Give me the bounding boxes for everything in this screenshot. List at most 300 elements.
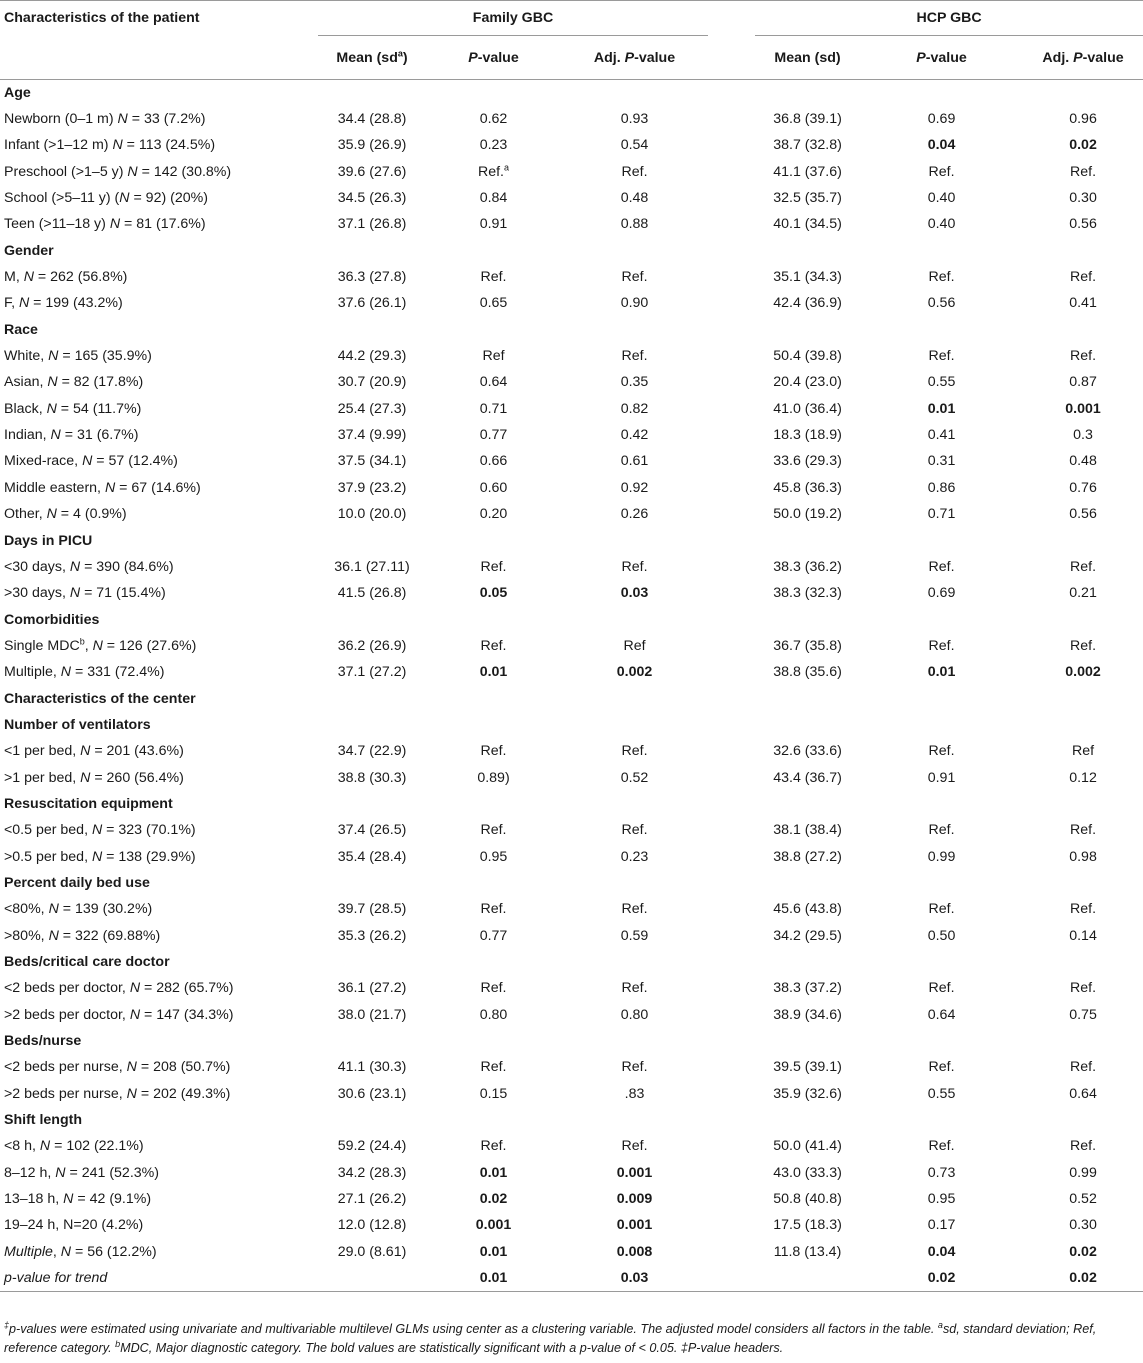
- cell-spacer: [708, 159, 755, 185]
- cell-hcp-adj-p-value: Ref: [1072, 743, 1095, 760]
- header-characteristics-patient: Characteristics of the patient: [0, 1, 318, 36]
- table-row: [0, 475, 1143, 501]
- section-label: Days in PICU: [4, 532, 93, 549]
- cell-hcp-adj-p-value: 0.12: [1069, 769, 1097, 786]
- cell-spacer: [708, 448, 755, 474]
- cell-spacer: [708, 501, 755, 527]
- row-label: Single MDC$^b$, N = 126 (27.6%): [4, 636, 197, 654]
- row-label: Asian, N = 82 (17.8%): [4, 374, 144, 391]
- cell-hcp-p-value: Ref.: [928, 822, 955, 839]
- cell-family-adj-p-value: 0.35: [620, 374, 649, 391]
- row-label: <1 per bed, N = 201 (43.6%): [4, 743, 184, 760]
- cell-family-mean-sd: 37.4 (26.5): [337, 822, 407, 839]
- footnote-sup-b: b: [115, 1338, 121, 1349]
- cell-spacer: [708, 1081, 755, 1107]
- cell-family-adj-p-value: 0.92: [620, 479, 649, 496]
- table-row: [0, 975, 1143, 1001]
- cell-family-mean-sd: 35.3 (26.2): [337, 927, 407, 944]
- cell-family-adj-p-value: Ref.: [621, 348, 648, 365]
- cell-hcp-p-value: 0.73: [927, 1164, 956, 1181]
- section-label: Race: [4, 321, 38, 338]
- header-spacer: [708, 1, 755, 36]
- cell-hcp-p-value: 0.02: [860, 1265, 1023, 1291]
- row-label: >1 per bed, N = 260 (56.4%): [4, 769, 184, 786]
- cell-family-p-value: 0.89): [477, 769, 510, 786]
- table-body: [0, 80, 1143, 1292]
- cell-spacer: [708, 132, 755, 158]
- cell-hcp-adj-p-value: 0.30: [1069, 1217, 1097, 1234]
- cell-family-adj-p-value: Ref.: [621, 1059, 648, 1076]
- table-row: [0, 633, 1143, 659]
- row-label: >2 beds per doctor, N = 147 (34.3%): [4, 1006, 234, 1023]
- cell-family-adj-p-value: 0.009: [616, 1191, 653, 1208]
- cell-hcp-mean-sd: 50.0 (41.4): [773, 1138, 842, 1155]
- table-row: [0, 1239, 1143, 1265]
- cell-hcp-p-value: 0.95: [927, 1191, 956, 1208]
- table-row: [0, 106, 1143, 132]
- section-label: Comorbidities: [4, 611, 100, 628]
- cell-hcp-mean-sd: 41.0 (36.4): [773, 400, 842, 417]
- cell-hcp-p-value: 0.55: [927, 1085, 956, 1102]
- section-row: [0, 80, 1143, 106]
- cell-hcp-mean-sd: 33.6 (29.3): [773, 453, 842, 470]
- cell-hcp-adj-p-value: 0.99: [1069, 1164, 1097, 1181]
- cell-family-p-value: Ref.: [480, 901, 507, 918]
- row-label: <2 beds per nurse, N = 208 (50.7%): [4, 1059, 231, 1076]
- cell-hcp-adj-p-value: 0.98: [1069, 848, 1097, 865]
- cell-family-adj-p-value: Ref.: [621, 163, 648, 180]
- cell-family-p-value: 0.62: [479, 111, 508, 128]
- cell-family-mean-sd: 35.4 (28.4): [337, 848, 407, 865]
- table-row: [0, 132, 1143, 158]
- cell-family-adj-p-value: .83: [624, 1085, 645, 1102]
- table-row: [0, 1054, 1143, 1080]
- section-label: Number of ventilators: [4, 716, 151, 733]
- table-row: [0, 396, 1143, 422]
- cell-family-p-value: 0.95: [479, 848, 508, 865]
- cell-hcp-mean-sd: 42.4 (36.9): [773, 295, 842, 312]
- table-row: [0, 1212, 1143, 1238]
- section-row: [0, 317, 1143, 343]
- row-label: Infant (>1–12 m) N = 113 (24.5%): [4, 137, 216, 154]
- cell-family-mean-sd: 30.6 (23.1): [337, 1085, 407, 1102]
- cell-family-adj-p-value: 0.03: [561, 1265, 708, 1291]
- cell-family-p-value: Ref.: [480, 822, 507, 839]
- row-label: 13–18 h, N = 42 (9.1%): [4, 1191, 152, 1208]
- cell-hcp-mean-sd: 38.8 (35.6): [773, 664, 842, 681]
- row-label: School (>5–11 y) (N = 92) (20%): [4, 190, 208, 207]
- footnote-dagger: ‡: [4, 1319, 10, 1330]
- cell-family-mean-sd: 25.4 (27.3): [337, 400, 407, 417]
- section-row: [0, 1107, 1143, 1133]
- cell-family-p-value: Ref.: [480, 743, 507, 760]
- cell-hcp-mean-sd: 35.9 (32.6): [773, 1085, 842, 1102]
- section-label: Resuscitation equipment: [4, 795, 173, 812]
- header-family-p-value: P-value: [426, 36, 561, 80]
- table-row: [0, 159, 1143, 185]
- cell-hcp-adj-p-value: 0.21: [1069, 585, 1097, 602]
- section-row: [0, 527, 1143, 553]
- cell-family-mean-sd: 44.2 (29.3): [337, 348, 407, 365]
- cell-hcp-adj-p-value: 0.52: [1069, 1191, 1097, 1208]
- cell-family-p-value: 0.84: [479, 190, 508, 207]
- cell-hcp-p-value: Ref.: [928, 743, 955, 760]
- cell-spacer: [708, 896, 755, 922]
- cell-family-mean-sd: 34.5 (26.3): [337, 190, 407, 207]
- header-spacer: [708, 36, 755, 80]
- header-hcp-mean-sd: Mean (sd): [755, 36, 860, 80]
- cell-family-p-value: 0.001: [475, 1217, 512, 1234]
- cell-family-p-value: Ref.: [480, 269, 507, 286]
- cell-family-mean-sd: [318, 1265, 426, 1291]
- cell-family-p-value: 0.02: [479, 1191, 508, 1208]
- cell-hcp-p-value: 0.86: [927, 479, 956, 496]
- header-family-mean-sd: Mean $(sd^a)$: [318, 36, 426, 80]
- cell-family-mean-sd: 36.2 (26.9): [337, 637, 407, 654]
- cell-family-adj-p-value: Ref: [623, 637, 646, 654]
- cell-hcp-p-value: Ref.: [928, 558, 955, 575]
- cell-hcp-p-value: Ref.: [928, 269, 955, 286]
- cell-hcp-p-value: 0.40: [927, 216, 956, 233]
- cell-spacer: [708, 554, 755, 580]
- cell-family-mean-sd: 36.3 (27.8): [337, 269, 407, 286]
- header-hcp-adj-p-value: Adj. P-value: [1023, 36, 1143, 80]
- table-row: [0, 843, 1143, 869]
- cell-family-adj-p-value: 0.48: [620, 190, 649, 207]
- table-row: [0, 185, 1143, 211]
- cell-family-mean-sd: 41.5 (26.8): [337, 585, 407, 602]
- table-row: [0, 422, 1143, 448]
- footnote-text-3: MDC, Major diagnostic category. The bold values are statistically significant with a p-value of < 0.05. ‡P-value headers.: [120, 1340, 784, 1355]
- cell-hcp-mean-sd: 17.5 (18.3): [773, 1217, 842, 1234]
- cell-family-mean-sd: 27.1 (26.2): [337, 1191, 407, 1208]
- section-row: [0, 606, 1143, 632]
- cell-family-mean-sd: 34.4 (28.8): [337, 111, 407, 128]
- cell-family-adj-p-value: Ref.: [621, 1138, 648, 1155]
- cell-spacer: [708, 106, 755, 132]
- section-row: [0, 949, 1143, 975]
- cell-spacer: [708, 185, 755, 211]
- cell-family-p-value: 0.05: [479, 585, 508, 602]
- cell-family-mean-sd: 35.9 (26.9): [337, 137, 407, 154]
- cell-spacer: [708, 1212, 755, 1238]
- cell-spacer: [708, 659, 755, 685]
- cell-hcp-p-value: Ref.: [928, 348, 955, 365]
- row-label: White, N = 165 (35.9%): [4, 348, 152, 365]
- table-row: [0, 659, 1143, 685]
- cell-family-p-value: 0.77: [479, 927, 508, 944]
- row-label: Teen (>11–18 y) N = 81 (17.6%): [4, 216, 206, 233]
- section-row: [0, 685, 1143, 711]
- cell-family-adj-p-value: 0.59: [620, 927, 649, 944]
- cell-hcp-adj-p-value: 0.56: [1069, 506, 1097, 523]
- table-row: [0, 1160, 1143, 1186]
- cell-family-adj-p-value: 0.23: [620, 848, 649, 865]
- table-row: [0, 817, 1143, 843]
- header-empty: [0, 36, 318, 80]
- cell-hcp-adj-p-value: 0.002: [1065, 664, 1101, 681]
- cell-hcp-mean-sd: 11.8 (13.4): [773, 1243, 842, 1260]
- section-label: Shift length: [4, 1112, 83, 1129]
- cell-hcp-p-value: 0.99: [927, 848, 956, 865]
- cell-spacer: [708, 1160, 755, 1186]
- cell-family-mean-sd: 39.6 (27.6): [337, 163, 407, 180]
- cell-family-mean-sd: 59.2 (24.4): [337, 1138, 407, 1155]
- cell-family-p-value: 0.01: [479, 1243, 508, 1260]
- cell-family-p-value: 0.80: [479, 1006, 508, 1023]
- cell-family-adj-p-value: 0.008: [616, 1243, 653, 1260]
- cell-hcp-p-value: Ref.: [928, 163, 955, 180]
- cell-family-adj-p-value: Ref.: [621, 743, 648, 760]
- cell-hcp-p-value: 0.56: [927, 295, 956, 312]
- cell-family-p-value: 0.91: [479, 216, 508, 233]
- cell-hcp-mean-sd: 50.4 (39.8): [773, 348, 842, 365]
- table-row: [0, 554, 1143, 580]
- cell-family-mean-sd: 36.1 (27.11): [334, 558, 410, 575]
- row-label: Indian, N = 31 (6.7%): [4, 427, 139, 444]
- cell-family-p-value: 0.20: [479, 506, 508, 523]
- table-row: [0, 448, 1143, 474]
- table-row: [0, 738, 1143, 764]
- cell-hcp-adj-p-value: 0.76: [1069, 479, 1097, 496]
- cell-hcp-adj-p-value: 0.001: [1065, 400, 1101, 417]
- cell-spacer: [708, 1133, 755, 1159]
- cell-hcp-mean-sd: 39.5 (39.1): [773, 1059, 842, 1076]
- table-row: [0, 369, 1143, 395]
- cell-hcp-adj-p-value: 0.41: [1069, 295, 1097, 312]
- row-label: Black, N = 54 (11.7%): [4, 400, 142, 417]
- cell-family-p-value: 0.01: [426, 1265, 561, 1291]
- row-label: 19–24 h, N=20 (4.2%): [4, 1217, 144, 1234]
- row-label: 8–12 h, N = 241 (52.3%): [4, 1164, 159, 1181]
- row-label: >80%, N = 322 (69.88%): [4, 927, 161, 944]
- cell-family-p-value: 0.23: [479, 137, 508, 154]
- cell-family-mean-sd: 38.0 (21.7): [337, 1006, 407, 1023]
- cell-family-adj-p-value: Ref.: [621, 901, 648, 918]
- cell-family-mean-sd: 37.4 (9.99): [337, 427, 407, 444]
- cell-family-mean-sd: 36.1 (27.2): [337, 980, 407, 997]
- cell-spacer: [708, 1186, 755, 1212]
- row-label: <0.5 per bed, N = 323 (70.1%): [4, 822, 196, 839]
- table-footnote: [4, 1320, 1134, 1357]
- cell-hcp-mean-sd: 38.3 (32.3): [773, 585, 842, 602]
- cell-family-mean-sd: 30.7 (20.9): [337, 374, 407, 391]
- table-row: [0, 211, 1143, 237]
- cell-family-adj-p-value: 0.90: [620, 295, 649, 312]
- cell-hcp-p-value: Ref.: [928, 637, 955, 654]
- cell-hcp-p-value: Ref.: [928, 980, 955, 997]
- cell-hcp-p-value: 0.91: [927, 769, 956, 786]
- cell-hcp-p-value: 0.04: [927, 137, 956, 154]
- table-header-group-row: [0, 1, 1143, 36]
- cell-spacer: [708, 264, 755, 290]
- cell-hcp-mean-sd: 34.2 (29.5): [773, 927, 842, 944]
- section-row: [0, 712, 1143, 738]
- section-label: Characteristics of the center: [4, 690, 196, 707]
- table-row: [0, 1002, 1143, 1028]
- section-row: [0, 791, 1143, 817]
- cell-spacer: [708, 633, 755, 659]
- table-row: [0, 501, 1143, 527]
- cell-family-adj-p-value: 0.93: [620, 111, 649, 128]
- table-row: [0, 764, 1143, 790]
- cell-hcp-adj-p-value: Ref.: [1070, 558, 1097, 575]
- cell-hcp-mean-sd: 40.1 (34.5): [773, 216, 842, 233]
- section-label: Gender: [4, 242, 54, 259]
- table-row: [0, 1265, 1143, 1291]
- cell-family-mean-sd: 37.9 (23.2): [337, 479, 407, 496]
- cell-hcp-adj-p-value: 0.87: [1069, 374, 1097, 391]
- cell-family-p-value: 0.65: [479, 295, 508, 312]
- cell-family-adj-p-value: 0.42: [620, 427, 649, 444]
- cell-spacer: [708, 923, 755, 949]
- cell-family-adj-p-value: 0.82: [620, 400, 649, 417]
- cell-family-adj-p-value: 0.52: [620, 769, 649, 786]
- cell-hcp-mean-sd: 35.1 (34.3): [773, 269, 842, 286]
- cell-hcp-adj-p-value: 0.02: [1023, 1265, 1143, 1291]
- cell-spacer: [708, 1265, 755, 1291]
- header-hcp-p-value: P-value: [860, 36, 1023, 80]
- cell-spacer: [708, 580, 755, 606]
- row-label: Other, N = 4 (0.9%): [4, 506, 127, 523]
- cell-hcp-adj-p-value: 0.14: [1069, 927, 1097, 944]
- cell-hcp-mean-sd: 36.8 (39.1): [773, 111, 842, 128]
- table-header-column-row: [0, 36, 1143, 80]
- cell-hcp-p-value: 0.41: [927, 427, 956, 444]
- cell-hcp-mean-sd: 38.1 (38.4): [773, 822, 842, 839]
- row-label: p-value for trend: [0, 1265, 318, 1291]
- cell-hcp-mean-sd: 41.1 (37.6): [773, 163, 842, 180]
- cell-family-adj-p-value: 0.03: [620, 585, 649, 602]
- cell-hcp-p-value: 0.64: [927, 1006, 956, 1023]
- cell-hcp-adj-p-value: Ref.: [1070, 1138, 1097, 1155]
- section-label: Beds/critical care doctor: [4, 954, 170, 971]
- cell-hcp-p-value: 0.69: [927, 585, 956, 602]
- row-label: <30 days, N = 390 (84.6%): [4, 558, 174, 575]
- cell-hcp-adj-p-value: 0.02: [1069, 1243, 1097, 1260]
- cell-family-adj-p-value: 0.88: [620, 216, 649, 233]
- cell-family-mean-sd: 37.5 (34.1): [337, 453, 407, 470]
- cell-hcp-adj-p-value: Ref.: [1070, 901, 1097, 918]
- cell-spacer: [708, 343, 755, 369]
- table-row: [0, 923, 1143, 949]
- cell-family-mean-sd: 37.6 (26.1): [337, 295, 407, 312]
- header-family-adj-p-value: Adj. P-value: [561, 36, 708, 80]
- cell-hcp-adj-p-value: Ref.: [1070, 1059, 1097, 1076]
- cell-family-mean-sd: 37.1 (27.2): [337, 664, 407, 681]
- cell-hcp-adj-p-value: 0.48: [1069, 453, 1097, 470]
- row-label: Middle eastern, N = 67 (14.6%): [4, 479, 201, 496]
- cell-hcp-p-value: 0.50: [927, 927, 956, 944]
- cell-spacer: [708, 369, 755, 395]
- cell-family-adj-p-value: 0.61: [620, 453, 649, 470]
- cell-hcp-p-value: Ref.: [928, 1059, 955, 1076]
- cell-family-mean-sd: 34.7 (22.9): [337, 743, 407, 760]
- cell-hcp-adj-p-value: Ref.: [1070, 348, 1097, 365]
- cell-family-adj-p-value: Ref.: [621, 269, 648, 286]
- cell-family-adj-p-value: Ref.: [621, 980, 648, 997]
- cell-spacer: [708, 211, 755, 237]
- cell-hcp-p-value: Ref.: [928, 1138, 955, 1155]
- cell-hcp-adj-p-value: 0.3: [1073, 427, 1093, 444]
- header-hcp-gbc: HCP GBC: [755, 1, 1143, 36]
- row-label: >2 beds per nurse, N = 202 (49.3%): [4, 1085, 231, 1102]
- row-label: Multiple, N = 331 (72.4%): [4, 664, 165, 681]
- cell-spacer: [708, 1002, 755, 1028]
- cell-hcp-mean-sd: 45.8 (36.3): [773, 479, 842, 496]
- cell-spacer: [708, 738, 755, 764]
- cell-hcp-adj-p-value: 0.64: [1069, 1085, 1097, 1102]
- row-label: Multiple, N = 56 (12.2%): [4, 1243, 157, 1260]
- footnote-text-1: p-values were estimated using univariate and multivariable multilevel GLMs using center as a clustering variable. The adjusted model considers all factors in the table.: [9, 1322, 938, 1336]
- row-label: <2 beds per doctor, N = 282 (65.7%): [4, 980, 234, 997]
- cell-family-p-value: Ref.: [480, 558, 507, 575]
- cell-hcp-adj-p-value: 0.02: [1069, 137, 1097, 154]
- cell-family-p-value: Ref.$^a$: [477, 161, 510, 180]
- cell-family-adj-p-value: 0.54: [620, 137, 649, 154]
- row-label: Preschool (>1–5 y) N = 142 (30.8%): [4, 163, 232, 180]
- cell-spacer: [708, 396, 755, 422]
- table-row: [0, 264, 1143, 290]
- cell-hcp-adj-p-value: 0.96: [1069, 111, 1097, 128]
- cell-family-mean-sd: 12.0 (12.8): [337, 1217, 407, 1234]
- table-row: [0, 343, 1143, 369]
- cell-hcp-mean-sd: 50.8 (40.8): [773, 1191, 842, 1208]
- cell-hcp-mean-sd: 20.4 (23.0): [773, 374, 842, 391]
- cell-family-p-value: Ref.: [480, 980, 507, 997]
- table-row: [0, 1081, 1143, 1107]
- cell-hcp-p-value: 0.31: [927, 453, 956, 470]
- table-row: [0, 1186, 1143, 1212]
- section-row: [0, 870, 1143, 896]
- cell-hcp-mean-sd: 38.3 (37.2): [773, 980, 842, 997]
- cell-family-p-value: Ref.: [480, 1059, 507, 1076]
- row-label: <80%, N = 139 (30.2%): [4, 901, 153, 918]
- cell-family-mean-sd: 29.0 (8.61): [337, 1243, 407, 1260]
- cell-family-p-value: 0.64: [479, 374, 508, 391]
- row-label: Newborn (0–1 m) N = 33 (7.2%): [4, 111, 206, 128]
- cell-family-p-value: 0.66: [479, 453, 508, 470]
- cell-family-p-value: 0.01: [479, 1164, 508, 1181]
- cell-family-adj-p-value: 0.80: [620, 1006, 649, 1023]
- cell-hcp-adj-p-value: 0.56: [1069, 216, 1097, 233]
- cell-hcp-mean-sd: 43.0 (33.3): [773, 1164, 842, 1181]
- cell-hcp-p-value: 0.01: [927, 664, 956, 681]
- cell-family-p-value: Ref.: [480, 637, 507, 654]
- row-label: <8 h, N = 102 (22.1%): [4, 1138, 144, 1155]
- cell-family-adj-p-value: 0.001: [616, 1164, 653, 1181]
- cell-hcp-adj-p-value: 0.75: [1069, 1006, 1097, 1023]
- cell-hcp-adj-p-value: Ref.: [1070, 822, 1097, 839]
- cell-hcp-adj-p-value: Ref.: [1070, 980, 1097, 997]
- cell-family-mean-sd: 34.2 (28.3): [337, 1164, 407, 1181]
- cell-family-mean-sd: 37.1 (26.8): [337, 216, 407, 233]
- cell-family-p-value: 0.60: [479, 479, 508, 496]
- cell-family-mean-sd: 39.7 (28.5): [337, 901, 407, 918]
- cell-spacer: [708, 1239, 755, 1265]
- cell-family-adj-p-value: Ref.: [621, 558, 648, 575]
- cell-family-adj-p-value: 0.001: [616, 1217, 653, 1234]
- row-label: >0.5 per bed, N = 138 (29.9%): [4, 848, 196, 865]
- cell-family-p-value: 0.15: [479, 1085, 508, 1102]
- footnote-sup-a: a: [937, 1319, 943, 1330]
- cell-family-adj-p-value: 0.26: [620, 506, 649, 523]
- cell-family-mean-sd: 10.0 (20.0): [337, 506, 407, 523]
- section-row: [0, 1028, 1143, 1054]
- row-label: Mixed-race, N = 57 (12.4%): [4, 453, 178, 470]
- cell-hcp-p-value: 0.01: [927, 400, 956, 417]
- section-label: Age: [4, 84, 31, 101]
